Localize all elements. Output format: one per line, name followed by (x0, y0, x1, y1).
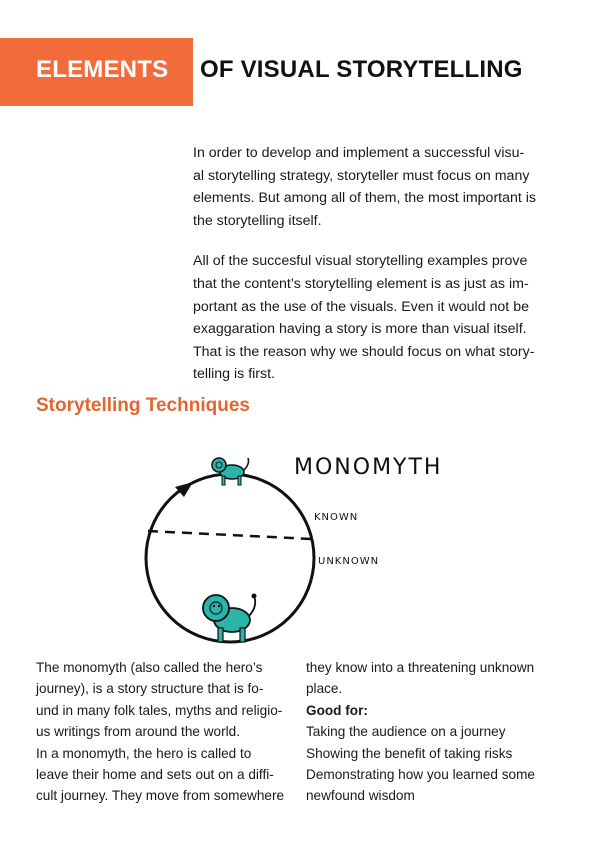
text-line: journey), is a story structure that is fo- (36, 681, 264, 697)
good-for-item: Demonstrating how you learned some (306, 767, 535, 783)
label-unknown: UNKNOWN (318, 556, 380, 567)
page-title: OF VISUAL STORYTELLING (200, 56, 523, 83)
text-line: In a monomyth, the hero is called to (36, 745, 252, 761)
section-heading: Storytelling Techniques (36, 395, 250, 416)
good-for-label: Good for: (306, 702, 368, 718)
text-line: al storytelling strategy, storyteller must focus on many (193, 167, 530, 184)
intro-paragraph-1 (193, 142, 561, 232)
arrow-head-icon (175, 482, 193, 497)
text-line: place. (306, 681, 343, 697)
text-line: elements. But among all of them, the most important is (193, 190, 537, 207)
text-line: In order to develop and implement a successful visu- (193, 145, 525, 161)
intro-paragraph-2 (193, 250, 561, 386)
monomyth-diagram (136, 440, 476, 655)
text-line: us writings from around the world. (36, 724, 240, 740)
body-column-left (36, 657, 298, 807)
lion-large-icon (203, 594, 257, 643)
lion-small-icon (212, 458, 249, 485)
intro-text (193, 142, 561, 386)
text-line: portant as the use of the visuals. Even it would not be (193, 298, 529, 315)
text-line: cult journey. They move from somewhere (36, 788, 285, 804)
text-line: telling is first. (193, 366, 275, 383)
known-unknown-divider (148, 531, 312, 539)
text-line: exaggaration having a story is more than visual itself. (193, 321, 527, 338)
page-title-accent: ELEMENTS (36, 56, 169, 83)
good-for-item: newfound wisdom (306, 788, 415, 804)
text-line: leave their home and sets out on a diffi- (36, 767, 274, 783)
label-known: KNOWN (314, 512, 359, 523)
text-line: That is the reason why we should focus on what story- (193, 343, 535, 360)
text-line: The monomyth (also called the hero’s (36, 660, 263, 675)
good-for-item: Showing the benefit of taking risks (306, 745, 513, 761)
body-column-right (306, 657, 568, 807)
text-line: the storytelling itself. (193, 212, 322, 229)
text-line: und in many folk tales, myths and religio- (36, 702, 283, 718)
good-for-item: Taking the audience on a journey (306, 724, 506, 740)
text-line: that the content’s storytelling element is as just as im- (193, 275, 529, 292)
text-line: All of the succesful visual storytelling examples prove (193, 253, 528, 270)
diagram-title: MONOMYTH (294, 455, 443, 480)
text-line: they know into a threatening unknown (306, 660, 535, 675)
